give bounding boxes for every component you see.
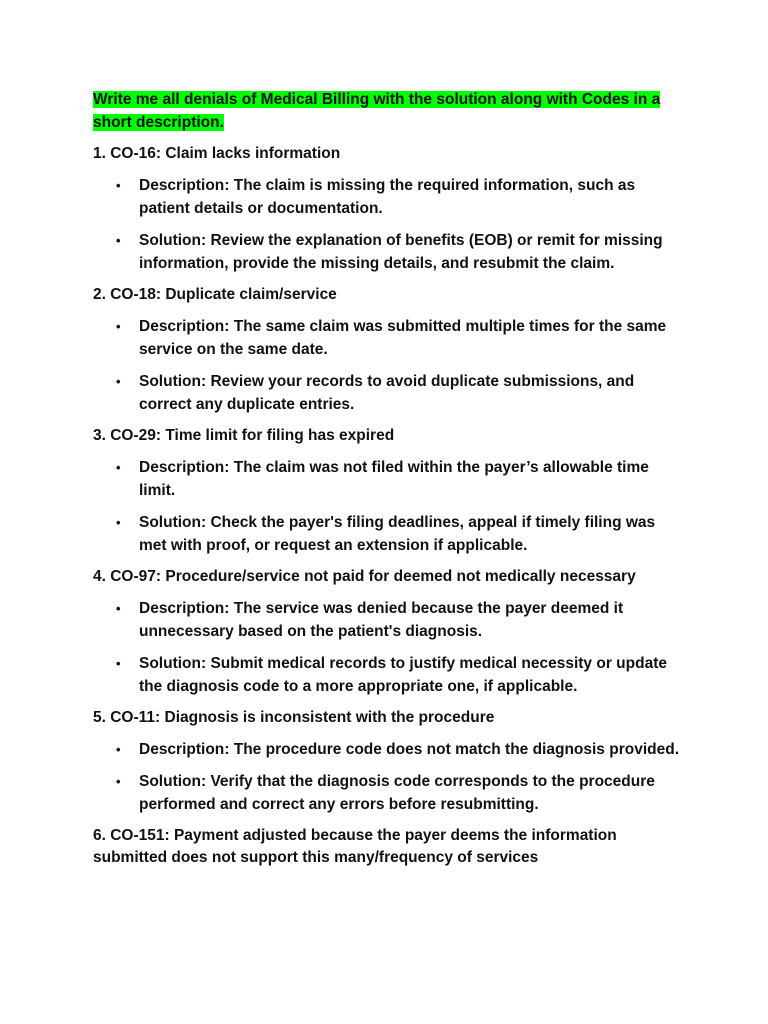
denial-section-co151 [93,825,683,869]
solution-text: Solution: Submit medical records to justify medical necessity or update the diagnosis code to a more appropriate one, if applicable. [139,655,667,695]
bullet-icon: • [116,742,121,757]
document-page [93,88,683,878]
description-text: Description: The claim is missing the required information, such as patient details or documentation. [139,177,636,217]
description-item [93,456,683,502]
bullet-icon: • [116,656,121,671]
solution-item [93,229,683,275]
section-title: 1. CO-16: Claim lacks information [93,145,341,162]
section-title: 4. CO-97: Procedure/service not paid for deemed not medically necessary [93,568,636,585]
bullet-icon: • [116,774,121,789]
denial-section-co16 [93,143,683,275]
denial-section-co97 [93,566,683,698]
solution-text: Solution: Review your records to avoid duplicate submissions, and correct any duplicate entries. [139,373,635,413]
section-title: 2. CO-18: Duplicate claim/service [93,286,337,303]
bullet-list [93,315,683,416]
bullet-icon: • [116,319,121,334]
description-item [93,315,683,361]
bullet-icon: • [116,374,121,389]
description-text: Description: The same claim was submitted multiple times for the same service on the same date. [139,318,667,358]
bullet-icon: • [116,515,121,530]
solution-item [93,652,683,698]
section-title: 5. CO-11: Diagnosis is inconsistent with the procedure [93,709,495,726]
denial-section-co11 [93,707,683,816]
description-item [93,597,683,643]
bullet-list [93,597,683,698]
solution-item [93,511,683,557]
solution-text: Solution: Verify that the diagnosis code corresponds to the procedure performed and correct any errors before resubmitting. [139,773,655,813]
section-title: 6. CO-151: Payment adjusted because the payer deems the information submitted does not support this many/frequency of services [93,827,617,866]
description-text: Description: The procedure code does not match the diagnosis provided. [139,741,679,758]
description-text: Description: The service was denied because the payer deemed it unnecessary based on the patient's diagnosis. [139,600,624,640]
highlighted-prompt: Write me all denials of Medical Billing with the solution along with Codes in a short description. [93,91,661,131]
description-item [93,174,683,220]
bullet-icon: • [116,601,121,616]
section-title: 3. CO-29: Time limit for filing has expired [93,427,395,444]
bullet-icon: • [116,178,121,193]
solution-item [93,770,683,816]
document-heading [93,88,683,134]
description-text: Description: The claim was not filed within the payer’s allowable time limit. [139,459,649,499]
bullet-list [93,174,683,275]
solution-item [93,370,683,416]
denial-section-co29 [93,425,683,557]
denial-section-co18 [93,284,683,416]
bullet-icon: • [116,460,121,475]
bullet-list [93,738,683,816]
description-item [93,738,683,761]
solution-text: Solution: Check the payer's filing deadlines, appeal if timely filing was met with proof, or request an extension if applicable. [139,514,656,554]
bullet-list [93,456,683,557]
solution-text: Solution: Review the explanation of benefits (EOB) or remit for missing information, provide the missing details, and resubmit the claim. [139,232,663,272]
bullet-icon: • [116,233,121,248]
